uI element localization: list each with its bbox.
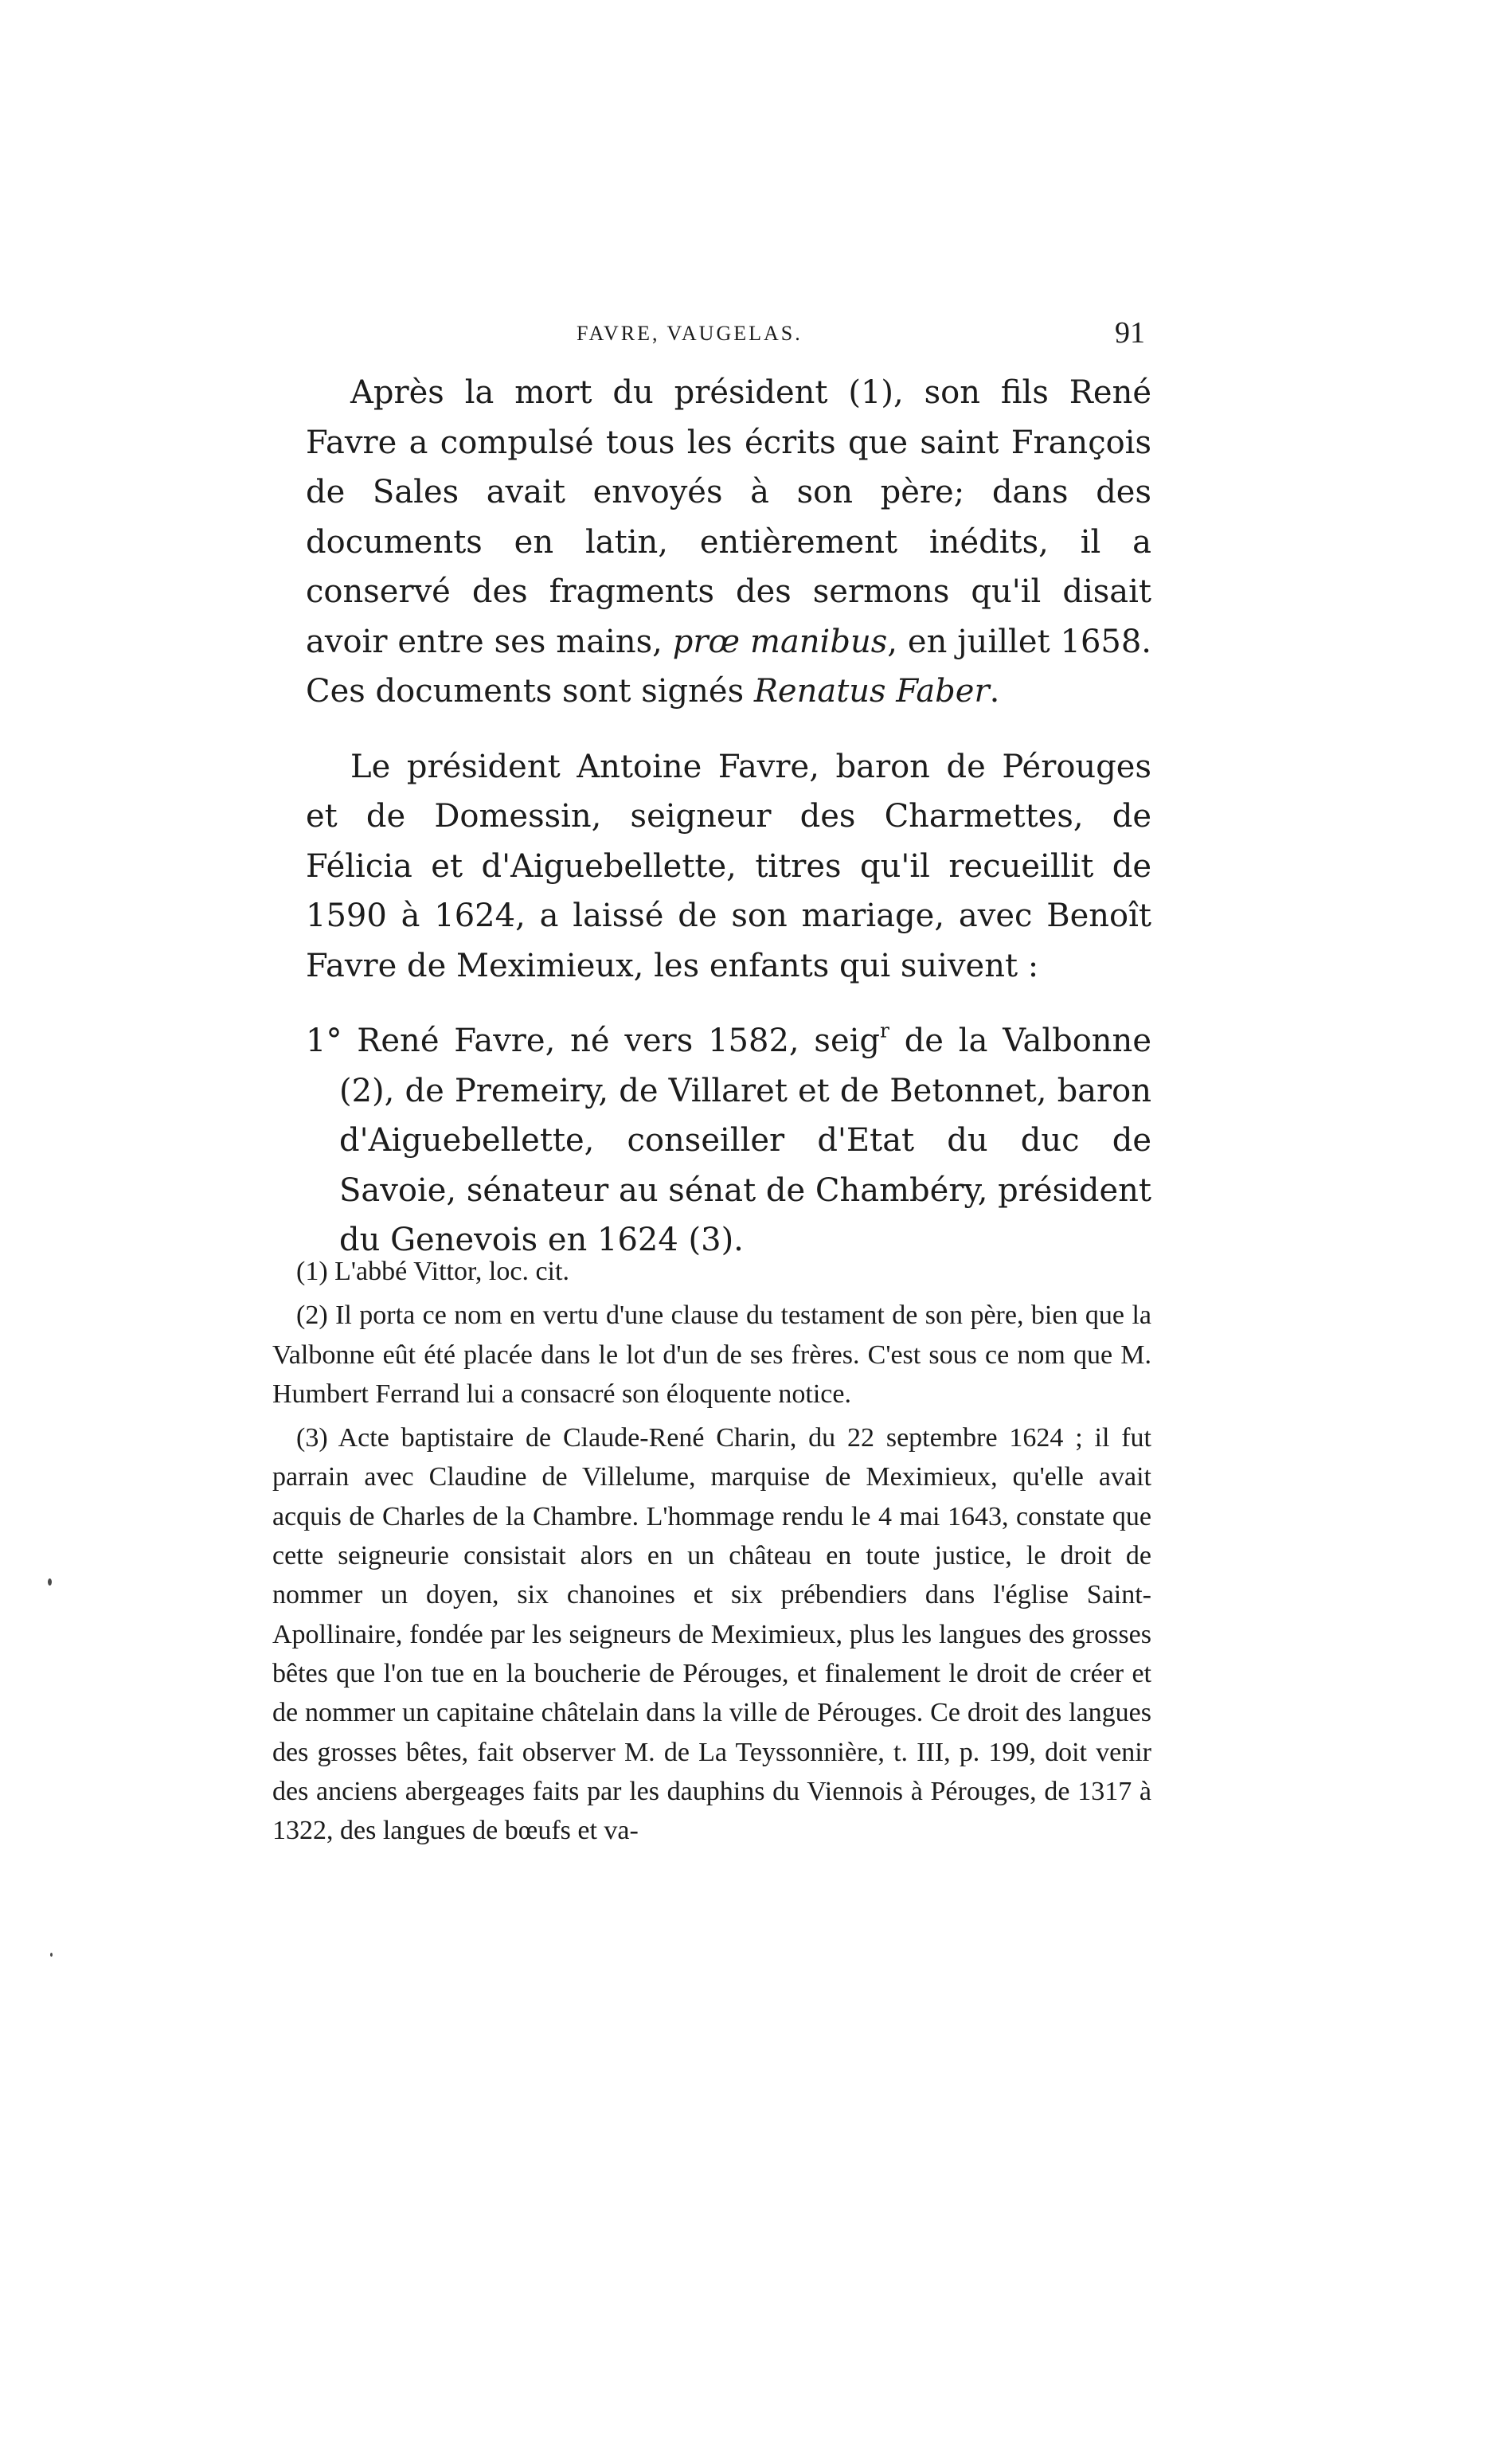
paragraph-2: Le président Antoine Favre, baron de Pérouges et de Domessin, seigneur des Charmettes, de Félicia et d'Aiguebellette, titres qu'il recueillit de 1590 à 1624, a laissé de son mariage, avec Benoît Favre de Meximieux, les enfants qui suivent : — [306, 748, 1151, 984]
paragraph-1-end: . — [989, 673, 1000, 710]
running-head — [306, 315, 1151, 355]
paragraph-1-text-2: , en juillet 1658. Ces documents sont signés — [306, 623, 1152, 710]
latin-signature: Renatus Faber — [753, 673, 990, 710]
list-item-1-text-2: de la Valbonne (2), de Premeiry, de Villaret et de Betonnet, baron d'Aiguebellette, conseiller d'Etat du duc de Savoie, sénateur au sénat de Chambéry, président du Genevois en 1624 (3). — [339, 1023, 1151, 1258]
paragraph-1 — [306, 368, 1151, 717]
page-number: 91 — [1115, 316, 1145, 350]
running-title: FAVRE, VAUGELAS. — [577, 322, 803, 345]
list-item-1 — [306, 1016, 1151, 1265]
ink-speck — [48, 1578, 52, 1586]
footnote-1: (1) L'abbé Vittor, loc. cit. — [296, 1257, 569, 1286]
paragraph-1-text: Après la mort du président (1), son fils René Favre a compulsé tous les écrits que saint François de Sales avait envoyés à son père; dans des documents en latin, entièrement inédits, il a conservé des fragments des sermons qu'il disait avoir entre ses mains, — [306, 374, 1151, 660]
footnote-3: (3) Acte baptistaire de Claude-René Charin, du 22 septembre 1624 ; il fut parrain avec Claudine de Villelume, marquise de Meximieux, qu'elle avait acquis de Charles de la Chambre. L'hommage rendu le 4 mai 1643, constate que cette seigneurie consistait alors en un château en toute justice, le droit de nommer un doyen, six chanoines et six prébendiers dans l'église Saint-Apollinaire, fondée par les seigneurs de Meximieux, plus les langues des grosses bêtes que l'on tue en la boucherie de Pérouges, et finalement le droit de créer et de nommer un capitaine châtelain dans la ville de Pérouges. Ce droit des langues des grosses bêtes, fait observer M. de La Teyssonnière, t. III, p. 199, doit venir des anciens abergeages faits par les dauphins du Viennois à Pérouges, de 1317 à 1322, des langues de bœufs et va- — [272, 1423, 1151, 1846]
footnote-2: (2) Il porta ce nom en vertu d'une clause du testament de son père, bien que la Valbonne eût été placée dans le lot d'un de ses frères. C'est sous ce nom que M. Humbert Ferrand lui a consacré son éloquente notice. — [272, 1300, 1151, 1409]
superscript-r: r — [880, 1019, 889, 1042]
latin-phrase: prœ manibus — [672, 623, 888, 660]
list-item-1-text: 1° René Favre, né vers 1582, seig — [306, 1023, 881, 1059]
main-text — [306, 368, 1151, 1265]
ink-speck-small — [50, 1953, 53, 1957]
footnotes — [272, 1252, 1151, 1850]
